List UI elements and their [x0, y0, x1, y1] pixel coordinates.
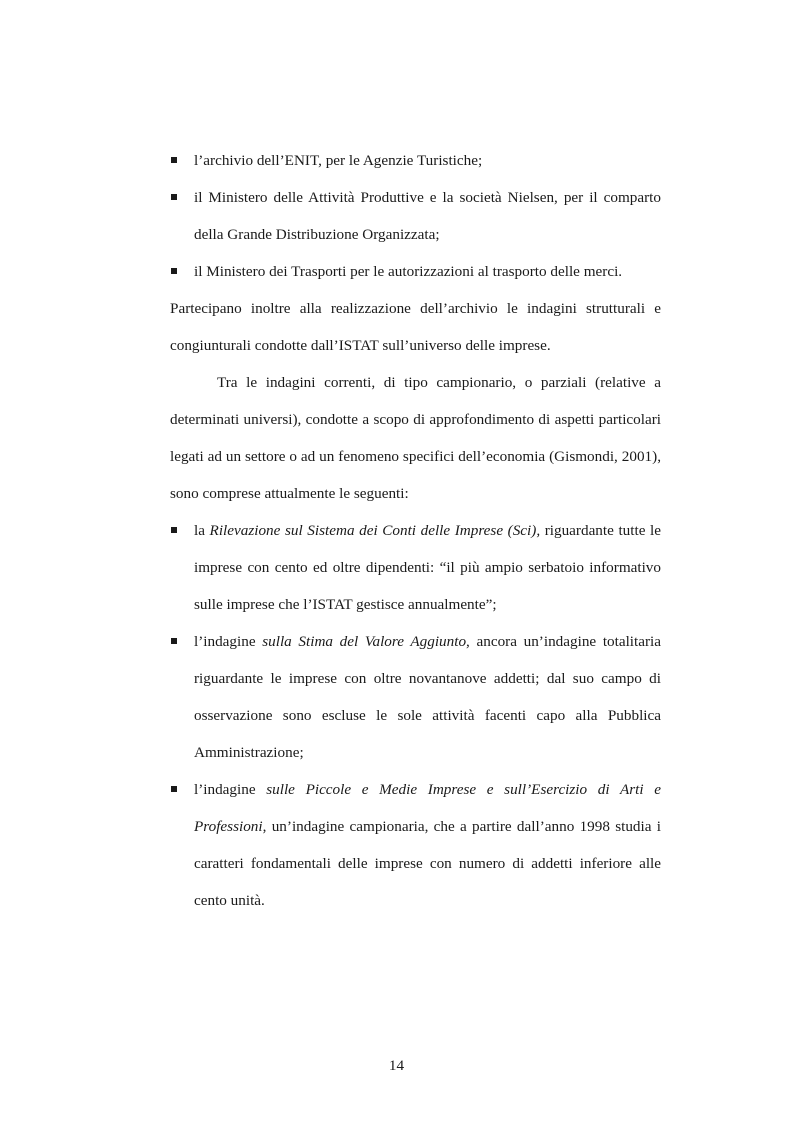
square-bullet-icon: [171, 638, 177, 644]
list-item: [170, 142, 661, 179]
list-item: [170, 253, 661, 290]
list-item-lead: l’indagine: [194, 781, 267, 798]
paragraph: Tra le indagini correnti, di tipo campionario, o parziali (relative a determinati universi), condotte a scopo di approfondimento di aspetti particolari legati ad un settore o ad un fenomeno specifici dell’economia (Gismondi, 2001), sono comprese attualmente le seguenti:: [170, 374, 661, 502]
list-item-text: il Ministero delle Attività Produttive e la società Nielsen, per il comparto della Grande Distribuzione Organizzata;: [194, 189, 661, 243]
list-item-rest: , un’indagine campionaria, che a partire dall’anno 1998 studia i caratteri fondamentali delle imprese con numero di addetti inferiore alle cento unità.: [194, 818, 661, 909]
square-bullet-icon: [171, 157, 177, 163]
list-item-rest: riguardante tutte le imprese con cento ed oltre dipendenti: “il più ampio serbatoio informativo sulle imprese che l’ISTAT gestisce annualmente”;: [194, 522, 661, 613]
list-item-text: [194, 623, 661, 771]
page-number: 14: [388, 1057, 405, 1074]
survey-title: sulle Piccole e Medie Imprese e sull’Esercizio di Arti e Professioni: [194, 781, 661, 835]
list-item: [170, 512, 661, 623]
list-item-text: [194, 512, 661, 623]
list-item-rest: , ancora un’indagine totalitaria riguardante le imprese con oltre novantanove addetti; dal suo campo di osservazione sono escluse le sole attività facenti capo alla Pubblica Amministrazione;: [194, 633, 662, 761]
survey-title: Rilevazione sul Sistema dei Conti delle Imprese (Sci),: [209, 522, 541, 539]
square-bullet-icon: [171, 194, 177, 200]
list-item-lead: l’indagine: [194, 633, 263, 650]
survey-title: sulla Stima del Valore Aggiunto: [262, 633, 467, 650]
list-item: [170, 771, 661, 919]
list-item: [170, 179, 661, 253]
page-body: [170, 142, 661, 919]
square-bullet-icon: [171, 786, 177, 792]
list-item: [170, 623, 661, 771]
square-bullet-icon: [171, 268, 177, 274]
paragraph: Partecipano inoltre alla realizzazione dell’archivio le indagini strutturali e congiunturali condotte dall’ISTAT sull’universo delle imprese.: [170, 300, 661, 354]
square-bullet-icon: [171, 527, 177, 533]
list-item-lead: la: [194, 522, 210, 539]
list-item-text: il Ministero dei Trasporti per le autorizzazioni al trasporto delle merci.: [194, 263, 623, 280]
list-item-text: l’archivio dell’ENIT, per le Agenzie Turistiche;: [194, 152, 483, 169]
list-item-text: [194, 771, 661, 919]
